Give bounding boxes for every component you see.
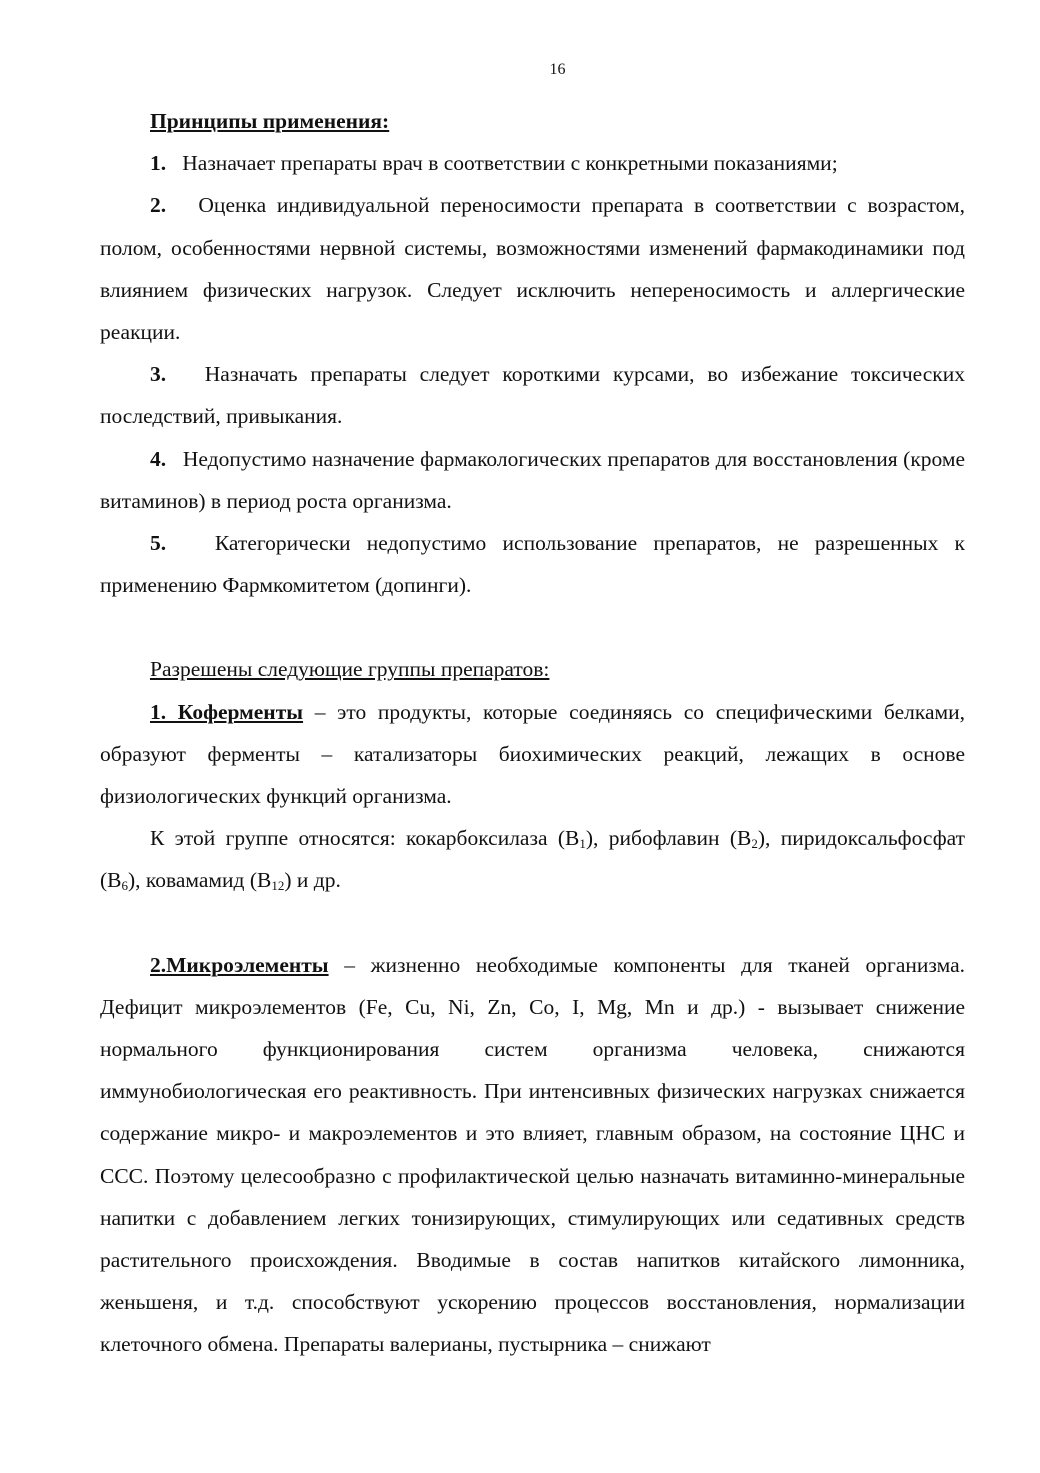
microelements-heading: 2.Микроэлементы <box>150 952 329 977</box>
subscript: 12 <box>271 878 285 894</box>
principle-text: Недопустимо назначение фармакологических препаратов для восстановления (кроме витаминов) в период роста организма. <box>100 446 966 513</box>
principle-number: 4. <box>150 446 167 471</box>
group-text: ), рибофлавин (В <box>585 826 752 851</box>
subscript: 2 <box>751 836 758 852</box>
principle-number: 3. <box>150 362 167 387</box>
microelements-text: – жизненно необходимые компоненты для тканей организма. Дефицит микроэлементов (Fe, Cu, Ni, Zn, Co, I, Mg, Mn и др.) - вызывает снижение нормального функционирования систем организма человека, снижаются иммунобиологическая его реактивность. При интенсивных физических нагрузках снижается содержание микро- и макроэлементов и это влияет, главным образом, на состояние ЦНС и ССС. Поэтому целесообразно с профилактической целью назначать витаминно-минеральные напитки с добавлением легких тонизирующих, стимулирующих или седативных средств растительного происхождения. Вводимые в состав напитков китайского лимонника, женьшеня, и т.д. способствуют ускорению процессов восстановления, нормализации клеточного обмена. Препараты валерианы, пустырника – снижают <box>100 952 965 1357</box>
principle-number: 2. <box>150 193 167 218</box>
principle-item-3 <box>100 353 965 437</box>
principle-text: Назначает препараты врач в соответствии с конкретными показаниями; <box>182 151 838 176</box>
principle-text: Назначать препараты следует короткими курсами, во избежание токсических последствий, привыкания. <box>100 362 966 429</box>
principle-text: Оценка индивидуальной переносимости препарата в соответствии с возрастом, полом, особенностями нервной системы, возможностями изменений фармакодинамики под влиянием физических нагрузок. Следует исключить непереносимость и аллергические реакции. <box>100 193 965 345</box>
group-text: ), ковамамид (В <box>128 868 272 893</box>
principles-heading: Принципы применения: <box>150 109 390 133</box>
group-text: ) и др. <box>284 868 341 893</box>
principle-item-5 <box>100 522 965 606</box>
coenzymes-heading: 1. Коферменты <box>150 699 304 724</box>
principle-item-4 <box>100 438 965 522</box>
principle-text: Категорически недопустимо использование препаратов, не разрешенных к применению Фармкомитетом (допинги). <box>100 531 966 598</box>
group-text: К этой группе относятся: кокарбоксилаза (В <box>150 826 580 851</box>
principle-number: 5. <box>150 531 167 556</box>
coenzymes-text: – это продукты, которые соединяясь со специфическими белками, образуют ферменты – катализаторы биохимических реакций, лежащих в основе физиологических функций организма. <box>100 699 965 809</box>
principle-number: 1. <box>150 151 167 176</box>
allowed-groups-title <box>100 648 965 690</box>
microelements-paragraph <box>100 944 965 1366</box>
page-number: 16 <box>549 61 566 78</box>
subscript: 6 <box>121 878 128 894</box>
principle-item-2 <box>100 184 965 353</box>
coenzymes-paragraph <box>100 691 965 818</box>
coenzymes-group-paragraph <box>100 817 965 901</box>
subscript: 1 <box>579 836 586 852</box>
principle-item-1 <box>100 142 965 184</box>
group-text: ), пиридоксальфосфат (В <box>100 826 966 893</box>
section-spacer <box>100 902 965 944</box>
allowed-groups-heading: Разрешены следующие группы препаратов: <box>150 657 550 682</box>
principles-title <box>100 100 965 142</box>
section-spacer <box>100 606 965 648</box>
